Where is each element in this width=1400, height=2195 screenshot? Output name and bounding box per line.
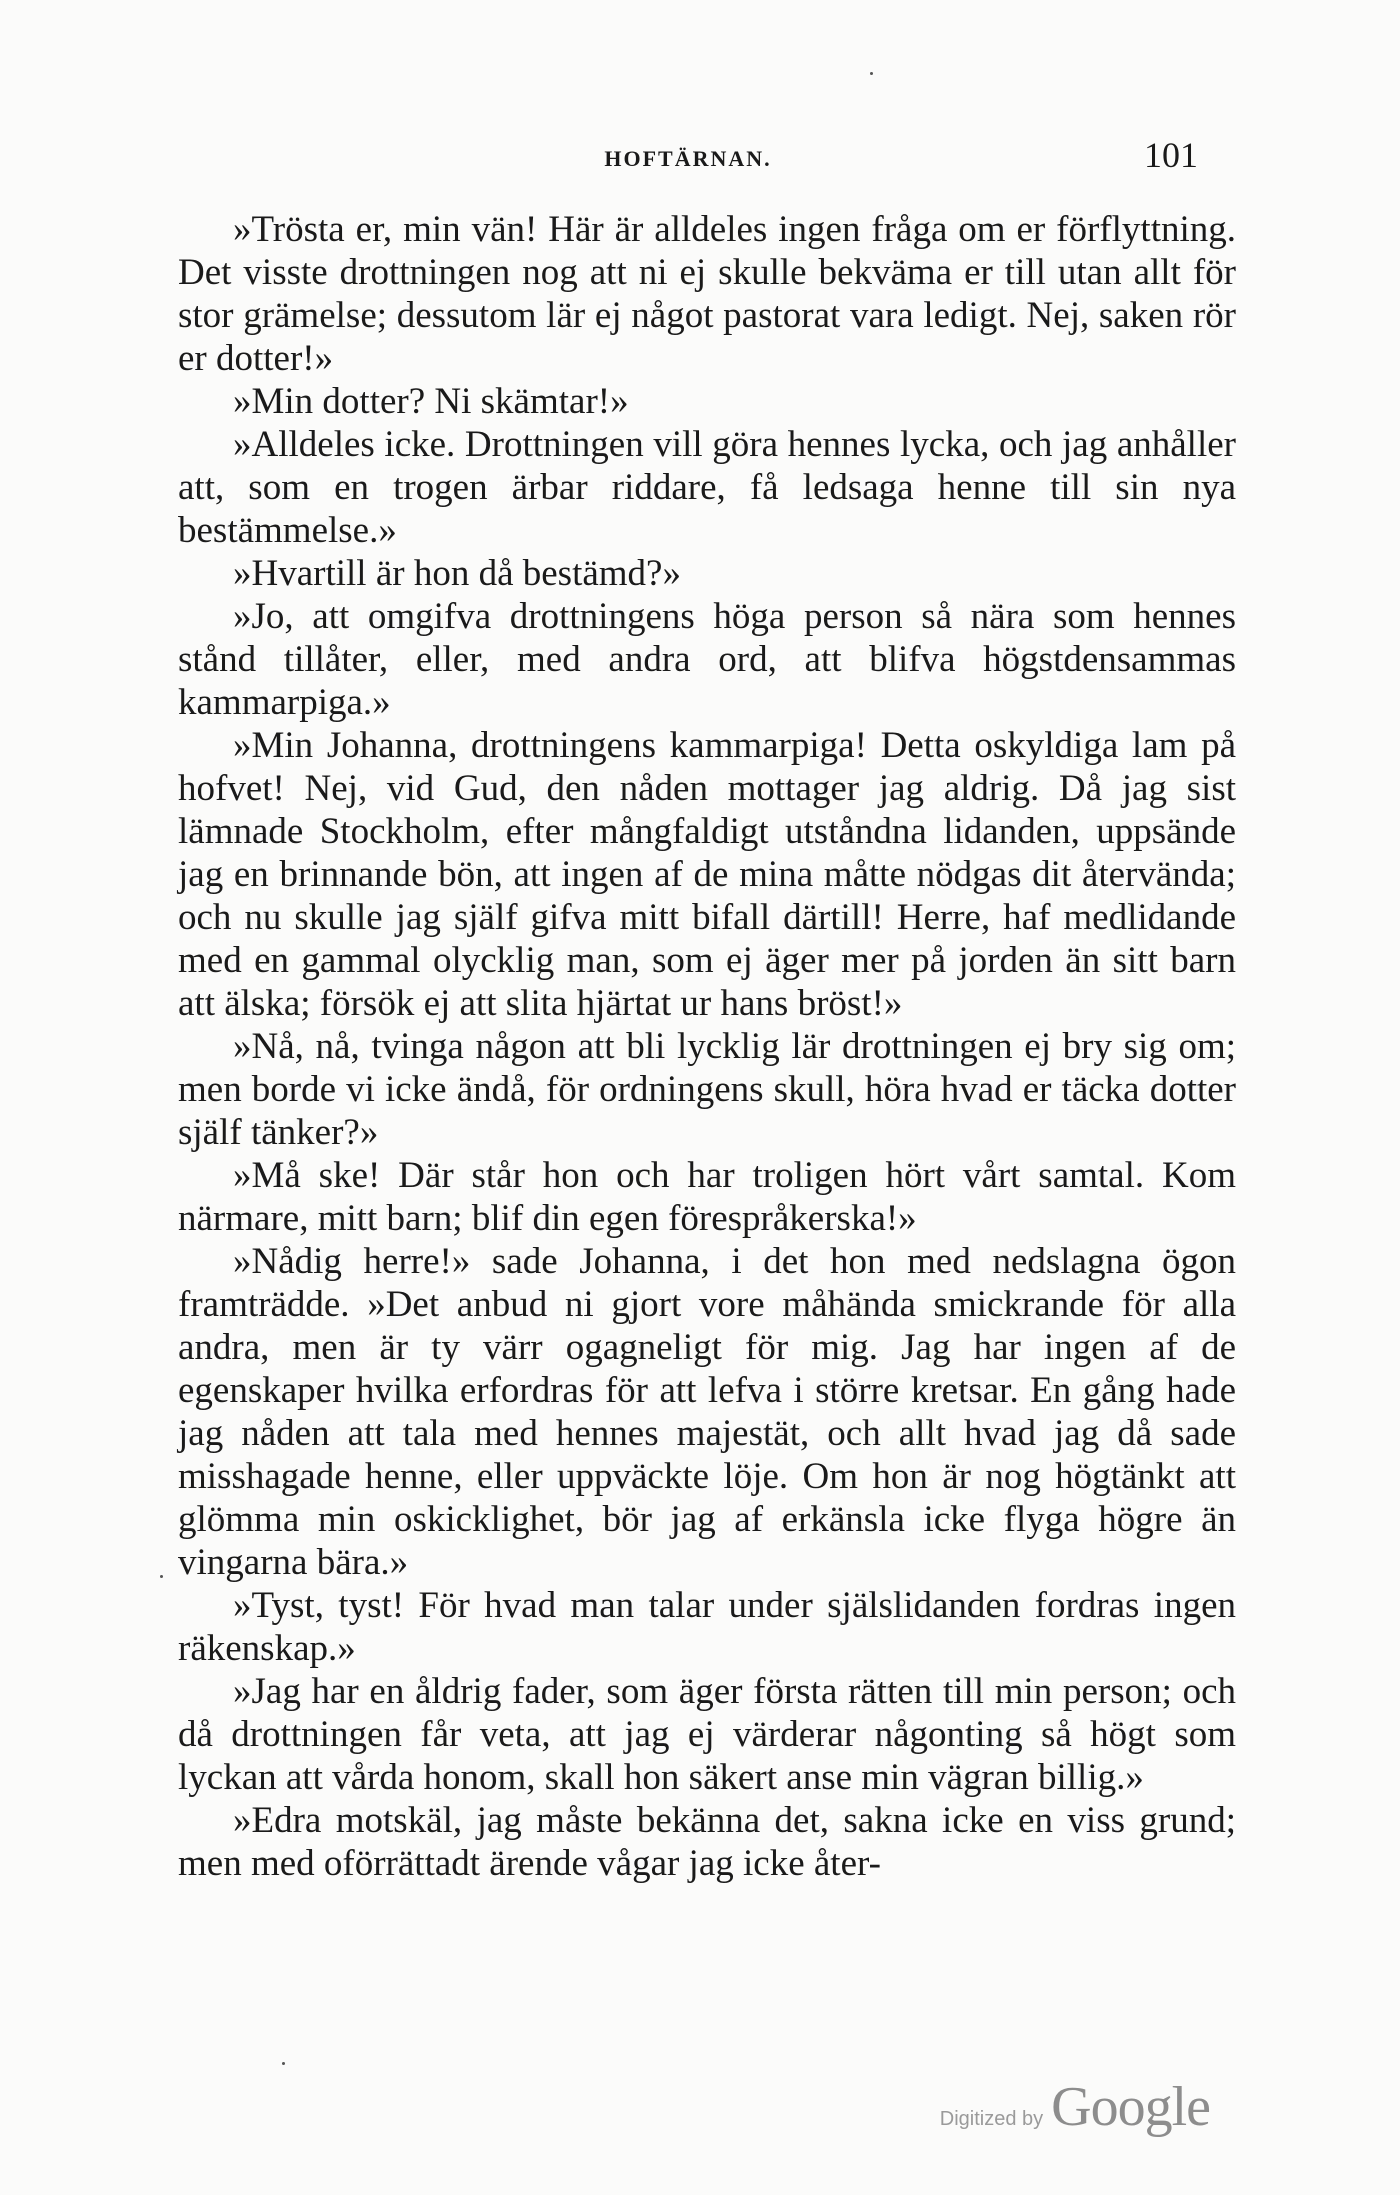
paragraph: »Tyst, tyst! För hvad man talar under själslidanden fordras ingen räkenskap.» bbox=[178, 1585, 1236, 1669]
paragraph: »Min dotter? Ni skämtar!» bbox=[233, 381, 629, 422]
paragraph: »Trösta er, min vän! Här är alldeles ingen fråga om er förflyttning. Det visste drottningen nog att ni ej skulle bekväma er till utan allt för stor grämelse; dessutom lär ej något pastorat vara ledigt. Nej, saken rör er dotter!» bbox=[178, 209, 1236, 379]
scan-speck bbox=[160, 1575, 163, 1578]
scan-speck bbox=[282, 2062, 285, 2065]
paragraph: »Min Johanna, drottningens kammarpiga! Detta oskyldiga lam på hofvet! Nej, vid Gud, den nåden mottager jag aldrig. Då jag sist lämnade Stockholm, efter mångfaldigt utståndna lidanden, uppsände jag en brinnande bön, att ingen af de mina måtte nödgas dit återvända; och nu skulle jag själf gifva mitt bifall därtill! Herre, haf medlidande med en gammal olycklig man, som ej äger mer på jorden än sitt barn att älska; försök ej att slita hjärtat ur hans bröst!» bbox=[178, 725, 1236, 1024]
running-title: HOFTÄRNAN. bbox=[604, 146, 772, 171]
body-text bbox=[178, 208, 1236, 1885]
scan-speck bbox=[870, 72, 873, 75]
paragraph: »Alldeles icke. Drottningen vill göra hennes lycka, och jag anhåller att, som en trogen ärbar riddare, få ledsaga henne till sin nya bestämmelse.» bbox=[178, 424, 1236, 551]
paragraph: »Hvartill är hon då bestämd?» bbox=[233, 553, 681, 594]
paragraph: »Edra motskäl, jag måste bekänna det, sakna icke en viss grund; men med oförrättadt ärende vågar jag icke åter- bbox=[178, 1800, 1236, 1884]
paragraph: »Må ske! Där står hon och har troligen hört vårt samtal. Kom närmare, mitt barn; blif din egen förespråkerska!» bbox=[178, 1155, 1236, 1239]
page-number: 101 bbox=[1144, 135, 1198, 175]
page-header bbox=[178, 132, 1198, 182]
paragraph: »Nå, nå, tvinga någon att bli lycklig lär drottningen ej bry sig om; men borde vi icke ändå, för ordningens skull, höra hvad er täcka dotter själf tänker?» bbox=[178, 1026, 1236, 1153]
google-logo: Google bbox=[1051, 2076, 1210, 2138]
paragraph: »Nådig herre!» sade Johanna, i det hon med nedslagna ögon framträdde. »Det anbud ni gjort vore måhända smickrande för alla andra, men är ty värr ogagneligt för mig. Jag har ingen af de egenskaper hvilka erfordras för att lefva i större kretsar. En gång hade jag nåden att tala med hennes majestät, och allt hvad jag då sade misshagade henne, eller uppväckte löje. Om hon är nog högtänkt att glömma min oskicklighet, bör jag af erkänsla icke flyga högre än vingarna bära.» bbox=[178, 1241, 1236, 1583]
digitized-watermark bbox=[940, 2075, 1210, 2139]
paragraph: »Jo, att omgifva drottningens höga person så nära som hennes stånd tillåter, eller, med andra ord, att blifva högstdensammas kammarpiga.» bbox=[178, 596, 1236, 723]
watermark-prefix: Digitized by bbox=[939, 2108, 1044, 2130]
paragraph: »Jag har en åldrig fader, som äger första rätten till min person; och då drottningen får veta, att jag ej värderar någonting så högt som lyckan att vårda honom, skall hon säkert anse min vägran billig.» bbox=[178, 1671, 1236, 1798]
